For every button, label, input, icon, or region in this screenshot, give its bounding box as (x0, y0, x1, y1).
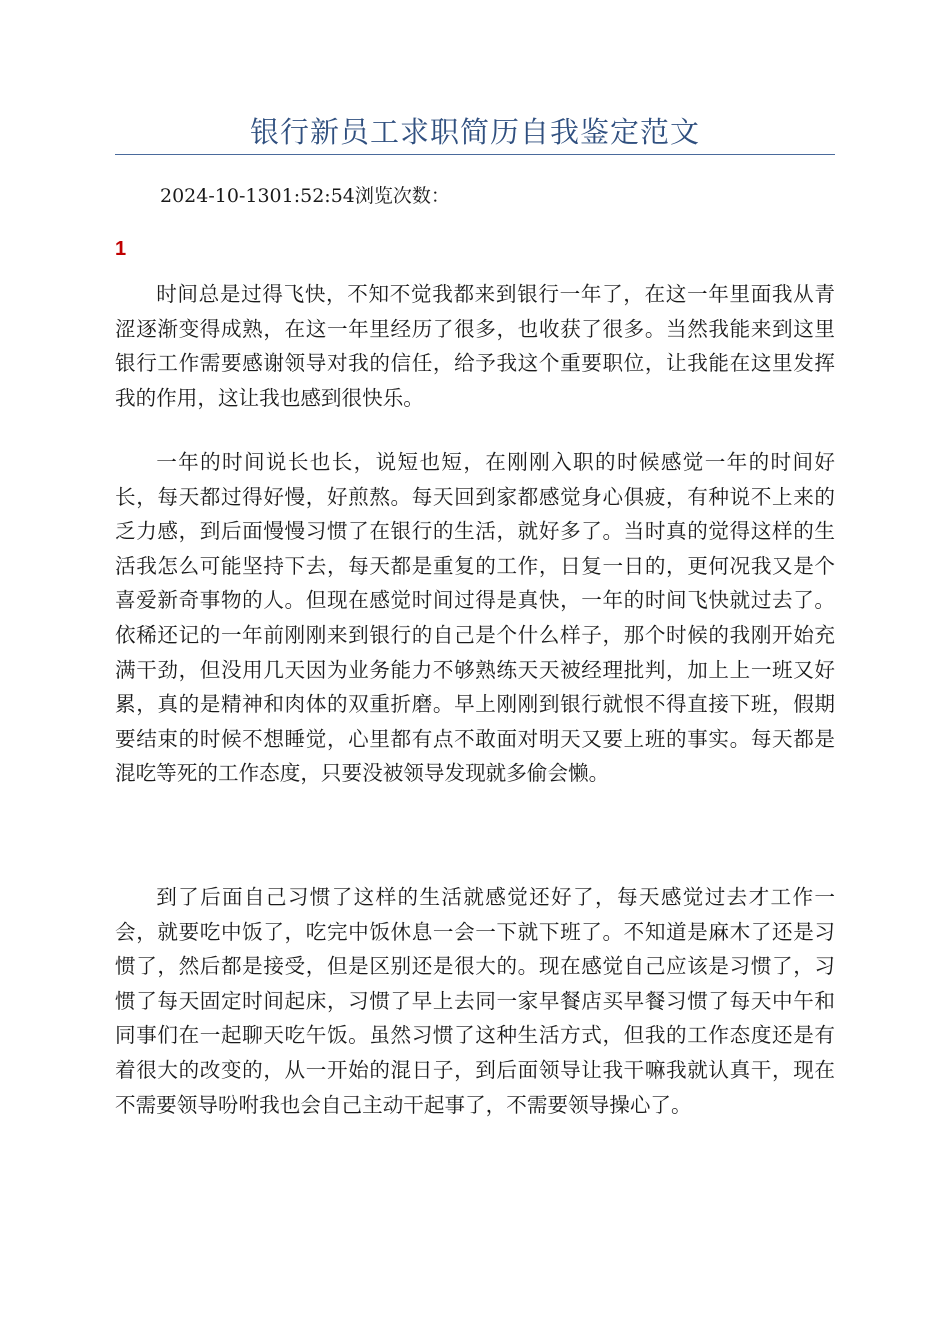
paragraph-3: 到了后面自己习惯了这样的生活就感觉还好了，每天感觉过去才工作一会，就要吃中饭了，吃完中饭休息一会一下就下班了。不知道是麻木了还是习惯了，然后都是接受，但是区别还是很大的。现在感觉自己应该是习惯了，习惯了每天固定时间起床，习惯了早上去同一家早餐店买早餐习惯了每天中午和同事们在一起聊天吃午饭。虽然习惯了这种生活方式，但我的工作态度还是有着很大的改变的，从一开始的混日子，到后面领导让我干嘛我就认真干，现在不需要领导吩咐我也会自己主动干起事了，不需要领导操心了。 (115, 885, 835, 1117)
document-title: 银行新员工求职简历自我鉴定范文 (249, 115, 700, 149)
title-underline (115, 154, 835, 155)
paragraph-1: 时间总是过得飞快，不知不觉我都来到银行一年了，在这一年里面我从青涩逐渐变得成熟，在这一年里经历了很多，也收获了很多。当然我能来到这里银行工作需要感谢领导对我的信任，给予我这个重要职位，让我能在这里发挥我的作用，这让我也感到很快乐。 (115, 282, 835, 410)
publish-meta: 2024-10-1301:52:54浏览次数： (160, 185, 450, 207)
section-number: 1 (115, 238, 127, 260)
paragraph-2: 一年的时间说长也长，说短也短，在刚刚入职的时候感觉一年的时间好长，每天都过得好慢，好煎熬。每天回到家都感觉身心俱疲，有种说不上来的乏力感，到后面慢慢习惯了在银行的生活，就好多了。当时真的觉得这样的生活我怎么可能坚持下去，每天都是重复的工作，日复一日的，更何况我又是个喜爱新奇事物的人。但现在感觉时间过得是真快，一年的时间飞快就过去了。依稀还记的一年前刚刚来到银行的自己是个什么样子，那个时候的我刚开始充满干劲，但没用几天因为业务能力不够熟练天天被经理批判，加上上一班又好累，真的是精神和肉体的双重折磨。早上刚刚到银行就恨不得直接下班，假期要结束的时候不想睡觉，心里都有点不敢面对明天又要上班的事实。每天都是混吃等死的工作态度，只要没被领导发现就多偷会懒。 (115, 450, 835, 786)
